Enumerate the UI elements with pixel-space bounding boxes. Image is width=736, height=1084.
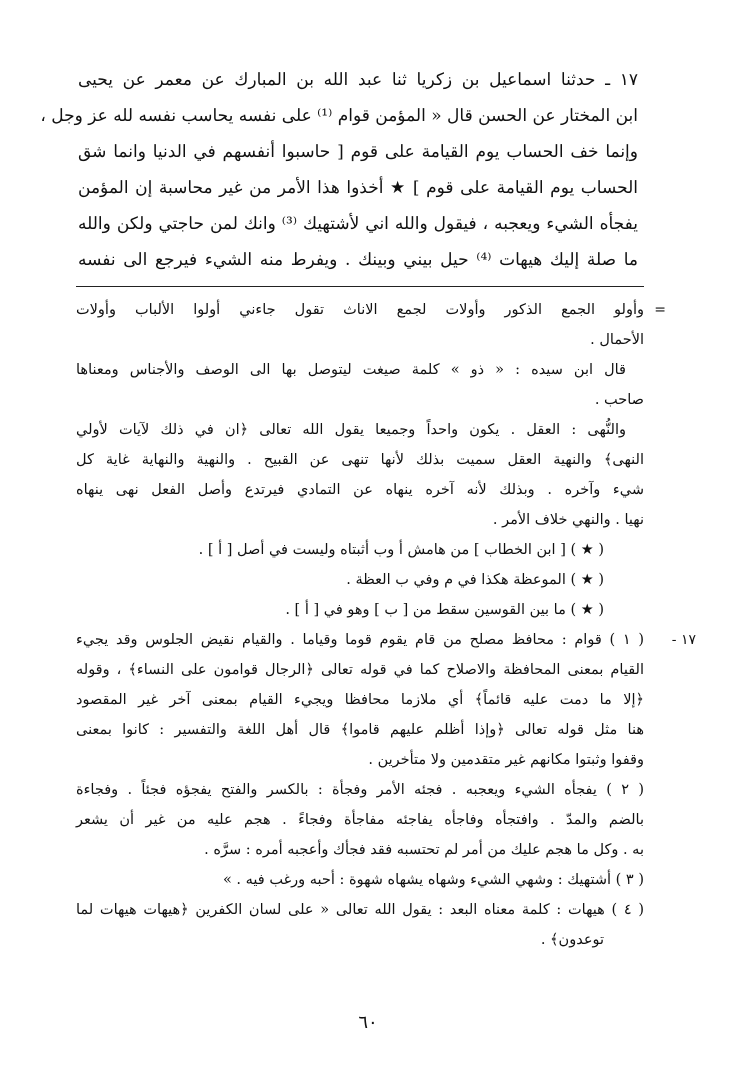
footnote-ibn-sidah: [76, 355, 644, 415]
footnote-line: صاحب .: [594, 392, 644, 408]
footnote-line: ( ★ ) ما بين القوسين سقط من [ ب ] وهو في [ أ ] .: [285, 602, 604, 618]
main-line: ما صلة إليك هيهات ⁽⁴⁾ حيل بيني وبينك . ويفرط منه الشيء فيرجع الى نفسه: [78, 250, 638, 270]
page-number: ٦٠: [358, 1012, 378, 1033]
footnote-1: [76, 625, 696, 775]
footnote-line: ( ★ ) [ ابن الخطاب ] من هامش أ وب أثبتاه وليست في أصل [ أ ] .: [198, 542, 604, 558]
footnote-star: [76, 535, 644, 565]
footnote-line: وأولو الجمع الذكور وأولات لجمع الاناث تقول جاءني أولوا الألباب وأولات: [76, 302, 644, 318]
footnotes: [76, 295, 696, 955]
footnote-line: وقفوا وثبتوا مكانهم غير متقدمين ولا متأخرين .: [368, 752, 644, 768]
footnote-divider: [76, 286, 644, 287]
footnote-2: [76, 775, 644, 865]
footnote-line: والنُّهى : العقل . يكون واحداً وجميعا يقول الله تعالى ﴿ان في ذلك لآيات لأولي: [76, 422, 626, 438]
footnote-nuha: [76, 415, 644, 535]
footnote-line: الأحمال .: [590, 332, 644, 348]
footnote-line: ( ١ ) قوام : محافظ مصلح من قام يقوم قوما وقياما . والقيام نقيض الجلوس وقد يجيء: [76, 632, 644, 648]
footnote-line: ﴿إلا ما دمت عليه قائماً﴾ أي ملازما محافظا ويجيء القيام بمعنى آخر غير المقصود: [76, 692, 644, 708]
footnote-line: بالضم والمدّ . وافتجأه وفاجأه يفاجئه مفاجأة وفجاءً . هجم عليه من غير أن يشعر: [76, 812, 644, 828]
footnote-star: [76, 565, 644, 595]
footnote-line: به . وكل ما هجم عليك من أمر لم تحتسبه فقد فجأك وأعجبه أمره : سرَّه .: [204, 842, 644, 858]
main-line: يفجأه الشيء ويعجبه ، فيقول والله اني لأشتهيك ⁽³⁾ وانك لمن حاجتي ولكن والله: [78, 214, 638, 234]
footnote-line: قال ابن سيده : « ذو » كلمة صيغت ليتوصل بها الى الوصف والأجناس ومعناها: [76, 362, 626, 378]
main-line: وإنما خف الحساب يوم القيامة على قوم [ حاسبوا أنفسهم في الدنيا وانما شق: [78, 142, 638, 162]
continuation-mark: =: [654, 302, 666, 318]
footnote-line: القيام بمعنى المحافظة والاصلاح كما في قوله تعالى ﴿الرجال قوامون على النساء﴾ ، وقوله: [76, 662, 644, 678]
main-text: [40, 62, 638, 278]
footnote-4: [76, 895, 644, 955]
footnote-star: [76, 595, 644, 625]
hadith-number-marker: ١٧ -: [671, 632, 696, 648]
main-line: ابن المختار عن الحسن قال « المؤمن قوام ⁽¹⁾ على نفسه يحاسب نفسه لله عز وجل ،: [40, 106, 638, 126]
footnote-line: ( ٤ ) هيهات : كلمة معناه البعد : يقول الله تعالى « على لسان الكفرين ﴿هيهات هيهات لما: [76, 902, 644, 918]
footnote-line: النهى﴾ والنهية العقل سميت بذلك لأنها تنهى عن القبيح . والنهية والنهاية غاية كل: [76, 452, 644, 468]
main-line: ١٧ ـ حدثنا اسماعيل بن زكريا ثنا عبد الله بن المبارك عن معمر عن يحيى: [78, 70, 638, 90]
footnote-line: نهيا . والنهي خلاف الأمر .: [492, 512, 644, 528]
footnote-line: شيء وآخره . وبذلك لأنه آخره ينهاه عن التمادي فيرتدع وأصل الفعل نهى ينهاه: [76, 482, 644, 498]
footnote-line: توعدون﴾ .: [540, 932, 604, 948]
footnote-3: [76, 865, 644, 895]
footnote-line: هنا مثل قوله تعالى ﴿وإذا أظلم عليهم قاموا﴾ قال أهل اللغة والتفسير : كانوا بمعنى: [76, 722, 644, 738]
footnote-continuation: [76, 295, 666, 355]
main-line: الحساب يوم القيامة على قوم ] ★ أخذوا هذا الأمر من غير محاسبة إن المؤمن: [78, 178, 638, 198]
footnote-line: ( ★ ) الموعظة هكذا في م وفي ب العظة .: [346, 572, 604, 588]
footnote-line: ( ٢ ) يفجأه الشيء ويعجبه . فجئه الأمر وفجأة : بالكسر والفتح يفجؤه فجئاً . وفجاءة: [76, 782, 644, 798]
footnote-line: ( ٣ ) أشتهيك : وشهي الشيء وشهاه يشهاه شهوة : أحبه ورغب فيه . »: [222, 872, 644, 888]
